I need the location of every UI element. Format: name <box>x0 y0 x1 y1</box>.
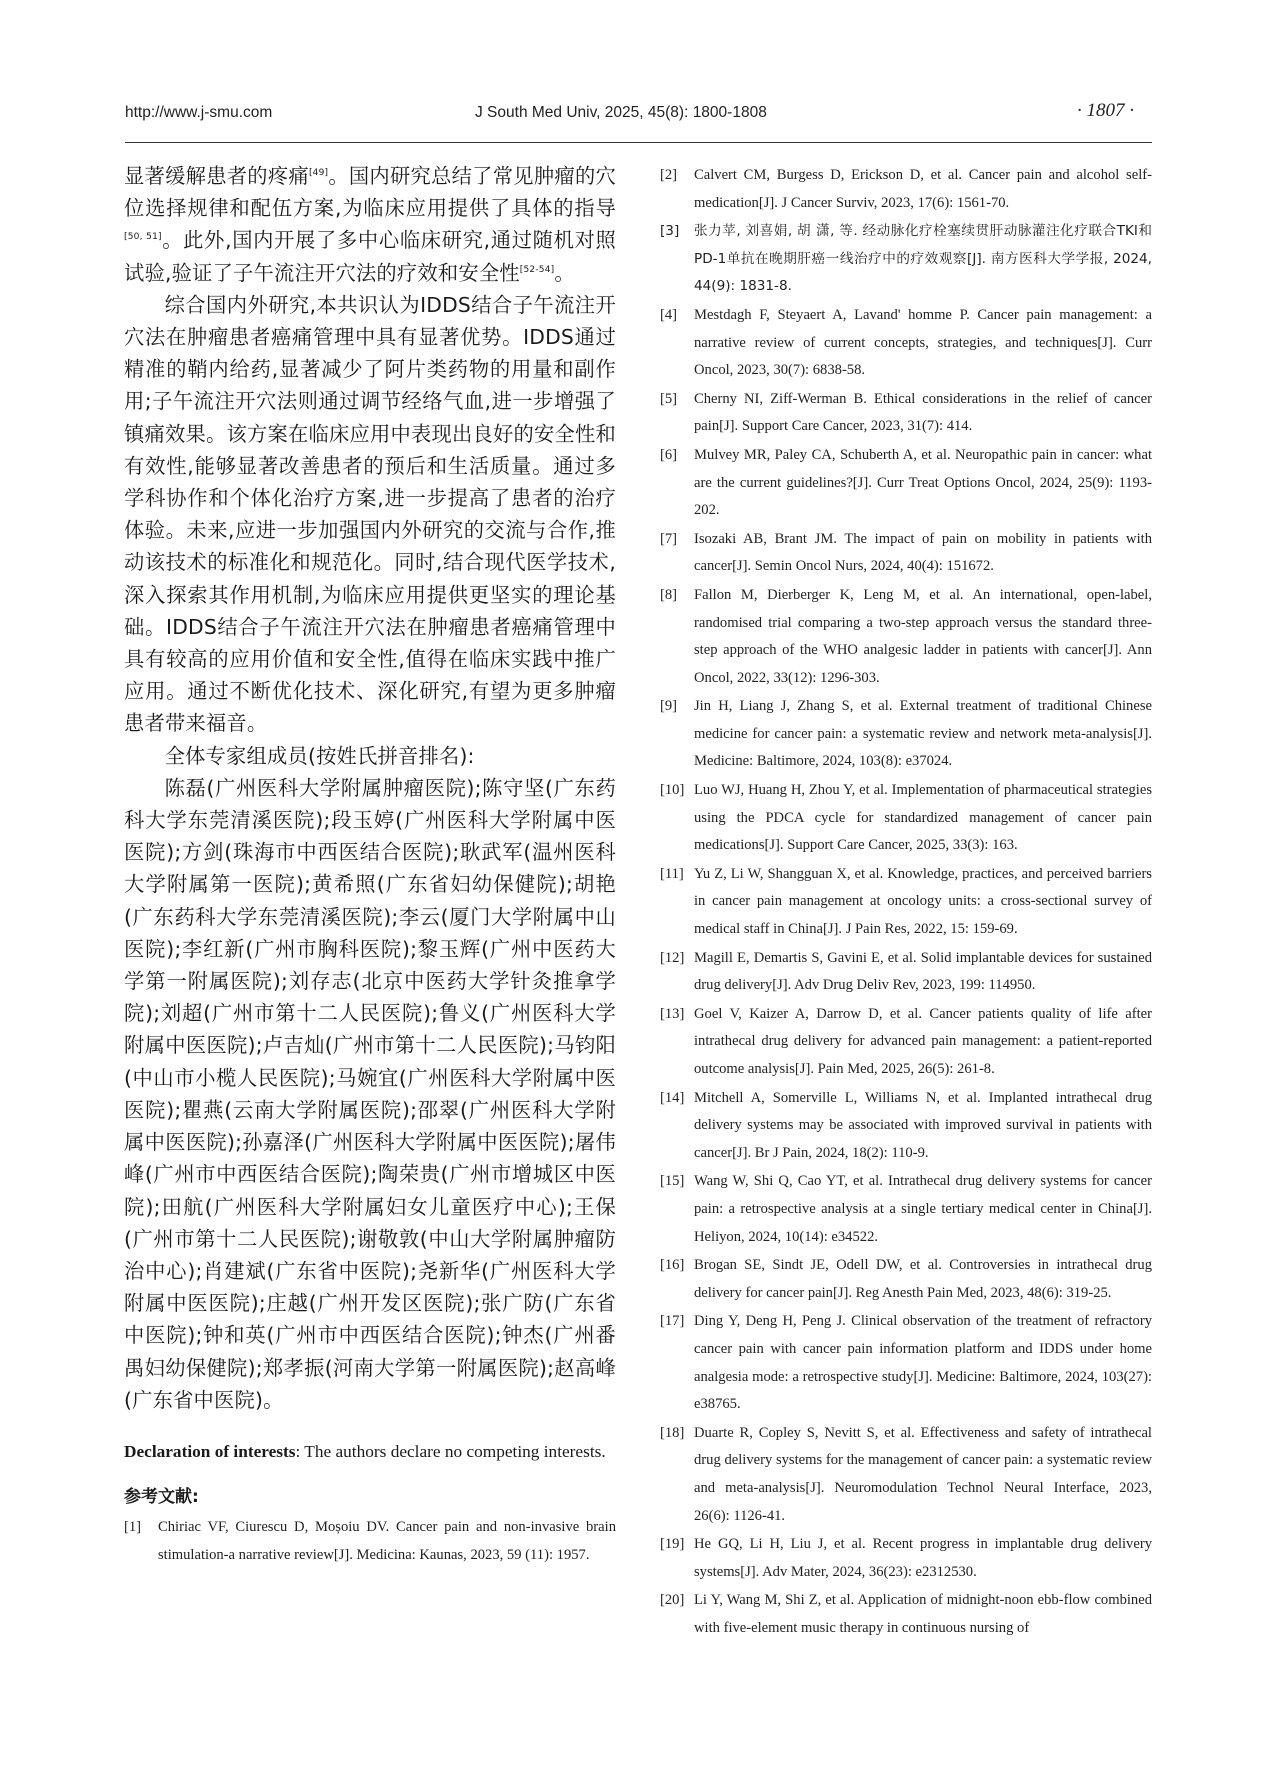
reference-text: Chiriac VF, Ciurescu D, Moșoiu DV. Cancer pain and non-invasive brain stimulation-a narrative review[J]. Medicina: Kaunas, 2023, 59 (11): 1957. <box>158 1518 616 1563</box>
reference-number: [10] <box>660 782 685 799</box>
reference-text: Luo WJ, Huang H, Zhou Y, et al. Implementation of pharmaceutical strategies using the PDCA cycle for standardized management of cancer pain medications[J]. Support Care Cancer, 2025, 33(3): 163. <box>694 782 1152 854</box>
reference-text: Mestdagh F, Steyaert A, Lavand' homme P. Cancer pain management: a narrative review of current concepts, strategies, and techniques[J]. Curr Oncol, 2023, 30(7): 6838-58. <box>694 306 1152 379</box>
reference-number: [16] <box>660 1257 685 1274</box>
reference-text: Brogan SE, Sindt JE, Odell DW, et al. Controversies in intrathecal drug delivery for cancer pain[J]. Reg Anesth Pain Med, 2023, 48(6): 319-25. <box>694 1257 1152 1301</box>
reference-text: Jin H, Liang J, Zhang S, et al. External treatment of traditional Chinese medicine for cancer pain: a systematic review and network meta-analysis[J]. Medicine: Baltimore, 2024, 103(8): e37024. <box>694 698 1152 770</box>
reference-item <box>660 582 1152 692</box>
reference-number: [1] <box>124 1518 142 1535</box>
page-number: · 1807 · <box>1077 100 1134 121</box>
reference-item <box>660 218 1152 301</box>
reference-text: Cherny NI, Ziff-Werman B. Ethical considerations in the relief of cancer pain[J]. Support Care Cancer, 2023, 31(7): 414. <box>694 390 1152 435</box>
left-column <box>124 160 616 1570</box>
declaration-text: : The authors declare no competing interests. <box>295 1441 606 1461</box>
references-heading: 参考文献: <box>124 1486 199 1507</box>
reference-text: Ding Y, Deng H, Peng J. Clinical observation of the treatment of refractory cancer pain with cancer pain information platform and IDDS under home analgesia mode: a retrospective study[J]. Medicine: Baltimore, 2024, 103(27): e38765. <box>694 1313 1152 1413</box>
citation-50-51: [50, 51] <box>124 232 162 243</box>
reference-text: Goel V, Kaizer A, Darrow D, et al. Cancer patients quality of life after intrathecal drug delivery for advanced pain management: a patient-reported outcome analysis[J]. Pain Med, 2025, 26(5): 261-8. <box>694 1005 1152 1077</box>
reference-item <box>660 162 1152 217</box>
reference-number: [18] <box>660 1424 685 1441</box>
citation-49: [49] <box>308 168 329 179</box>
reference-item <box>660 1168 1152 1251</box>
reference-item <box>660 861 1152 944</box>
reference-text: Isozaki AB, Brant JM. The impact of pain on mobility in patients with cancer[J]. Semin Oncol Nurs, 2024, 40(4): 151672. <box>694 530 1152 575</box>
reference-item <box>124 1514 616 1569</box>
reference-text: Mitchell A, Somerville L, Williams N, et al. Implanted intrathecal drug delivery systems may be associated with improved survival in patients with cancer[J]. Br J Pain, 2024, 18(2): 110-9. <box>694 1089 1152 1161</box>
journal-citation: J South Med Univ, 2025, 45(8): 1800-1808 <box>475 104 767 121</box>
reference-number: [12] <box>660 949 685 966</box>
reference-text: 张力苹, 刘喜娟, 胡 潇, 等. 经动脉化疗栓塞续贯肝动脉灌注化疗联合TKI和PD-1单抗在晚期肝癌一线治疗中的疗效观察[J]. 南方医科大学学报, 2024, 44(9): 1831-8. <box>694 223 1152 295</box>
citation-52-54: [52-54] <box>519 264 555 275</box>
header-rule <box>125 142 1152 143</box>
reference-number: [8] <box>660 586 678 603</box>
expert-group-list: 陈磊(广州医科大学附属肿瘤医院);陈守坚(广东药科大学东莞清溪医院);段玉婷(广州医科大学附属中医医院);方剑(珠海市中西医结合医院);耿武军(温州医科大学附属第一医院);黄希照(广东省妇幼保健院);胡艳(广东药科大学东莞清溪医院);李云(厦门大学附属中山医院);李红新(广州市胸科医院);黎玉辉(广州中医药大学第一附属医院);刘存志(北京中医药大学针灸推拿学院);刘超(广州市第十二人民医院);鲁义(广州医科大学附属中医医院);卢吉灿(广州市第十二人民医院);马钧阳(中山市小榄人民医院);马婉宜(广州医科大学附属中医医院);瞿燕(云南大学附属医院);邵翠(广州医科大学附属中医医院);孙嘉泽(广州医科大学附属中医医院);屠伟峰(广州市中西医结合医院);陶荣贵(广州市增城区中医院);田航(广州医科大学附属妇女儿童医疗中心);王保(广州市第十二人民医院);谢敬敦(中山大学附属肿瘤防治中心);肖建斌(广东省中医院);尧新华(广州医科大学附属中医医院);庄越(广州开发区医院);张广防(广东省中医院);钟和英(广州市中西医结合医院);钟杰(广州番禺妇幼保健院);郑孝振(河南大学第一附属医院);赵高峰(广东省中医院)。 <box>124 775 616 1412</box>
declaration-label: Declaration of interests <box>124 1441 296 1461</box>
reference-number: [7] <box>660 530 678 547</box>
reference-text: Mulvey MR, Paley CA, Schuberth A, et al. Neuropathic pain in cancer: what are the current guidelines?[J]. Curr Treat Options Oncol, 2024, 25(9): 1193-202. <box>694 446 1152 519</box>
reference-text: Magill E, Demartis S, Gavini E, et al. Solid implantable devices for sustained drug delivery[J]. Adv Drug Deliv Rev, 2023, 199: 114950. <box>694 949 1152 994</box>
reference-item <box>660 526 1152 581</box>
reference-number: [13] <box>660 1005 685 1022</box>
reference-item <box>660 1001 1152 1084</box>
reference-number: [19] <box>660 1536 685 1553</box>
reference-text: Yu Z, Li W, Shangguan X, et al. Knowledge, practices, and perceived barriers in cancer pain management at oncology units: a cross-sectional survey of medical staff in China[J]. J Pain Res, 2022, 15: 159-69. <box>694 865 1152 938</box>
reference-number: [20] <box>660 1592 685 1609</box>
reference-text: Calvert CM, Burgess D, Erickson D, et al. Cancer pain and alcohol self-medication[J]. J Cancer Surviv, 2023, 17(6): 1561-70. <box>694 167 1152 211</box>
reference-item <box>660 1531 1152 1586</box>
reference-item <box>660 693 1152 776</box>
journal-url[interactable]: http://www.j-smu.com <box>125 104 273 121</box>
reference-number: [2] <box>660 167 678 183</box>
reference-number: [15] <box>660 1173 685 1190</box>
reference-item <box>660 1252 1152 1307</box>
reference-number: [5] <box>660 390 678 407</box>
body-paragraph-1: 显著缓解患者的疼痛[49]。国内研究总结了常见肿瘤的穴位选择规律和配伍方案,为临床应用提供了具体的指导[50, 51]。此外,国内开展了多中心临床研究,通过随机对照试验,验证了子午流注开穴法的疗效和安全性[52-54]。 <box>124 164 617 285</box>
reference-number: [17] <box>660 1313 685 1330</box>
reference-text: He GQ, Li H, Liu J, et al. Recent progress in implantable drug delivery systems[J]. Adv Mater, 2024, 36(23): e2312530. <box>694 1536 1152 1580</box>
expert-group-heading: 全体专家组成员(按姓氏拼音排名): <box>164 743 475 768</box>
reference-item <box>660 302 1152 385</box>
reference-item <box>660 777 1152 860</box>
reference-number: [9] <box>660 698 678 715</box>
reference-text: Fallon M, Dierberger K, Leng M, et al. An international, open-label, randomised trial comparing a two-step approach versus the standard three-step approach of the WHO analgesic ladder in patients with cancer[J]. Ann Oncol, 2022, 33(12): 1296-303. <box>694 586 1152 686</box>
reference-number: [11] <box>660 865 684 882</box>
body-paragraph-2: 综合国内外研究,本共识认为IDDS结合子午流注开穴法在肿瘤患者癌痛管理中具有显著优势。IDDS通过精准的鞘内给药,显著减少了阿片类药物的用量和副作用;子午流注开穴法则通过调节经络气血,进一步增强了镇痛效果。该方案在临床应用中表现出良好的安全性和有效性,能够显著改善患者的预后和生活质量。通过多学科协作和个体化治疗方案,进一步提高了患者的治疗体验。未来,应进一步加强国内外研究的交流与合作,推动该技术的标准化和规范化。同时,结合现代医学技术,深入探索其作用机制,为临床应用提供更坚实的理论基础。IDDS结合子午流注开穴法在肿瘤患者癌痛管理中具有较高的应用价值和安全性,值得在临床实践中推广应用。通过不断优化技术、深化研究,有望为更多肿瘤患者带来福音。 <box>124 292 616 736</box>
declaration-of-interests <box>124 1438 616 1466</box>
reference-item <box>660 442 1152 525</box>
reference-item <box>660 945 1152 1000</box>
reference-item <box>660 386 1152 441</box>
reference-number: [6] <box>660 446 678 463</box>
reference-text: Wang W, Shi Q, Cao YT, et al. Intrathecal drug delivery systems for cancer pain: a retrospective analysis at a single tertiary medical center in China[J]. Heliyon, 2024, 10(14): e34522. <box>694 1173 1152 1245</box>
reference-item <box>660 1587 1152 1642</box>
right-column <box>660 162 1152 1643</box>
reference-number: [14] <box>660 1089 685 1106</box>
reference-number: [3] <box>660 223 680 240</box>
reference-item <box>660 1308 1152 1418</box>
running-header <box>125 98 1152 128</box>
reference-item <box>660 1420 1152 1530</box>
reference-number: [4] <box>660 306 678 323</box>
reference-text: Duarte R, Copley S, Nevitt S, et al. Effectiveness and safety of intrathecal drug delivery systems for the management of cancer pain: a systematic review and meta-analysis[J]. Neuromodulation Technol Neural Interface, 2023, 26(6): 1126-41. <box>694 1424 1152 1524</box>
reference-text: Li Y, Wang M, Shi Z, et al. Application of midnight-noon ebb-flow combined with five-element music therapy in continuous nursing of <box>694 1592 1152 1636</box>
reference-item <box>660 1085 1152 1168</box>
